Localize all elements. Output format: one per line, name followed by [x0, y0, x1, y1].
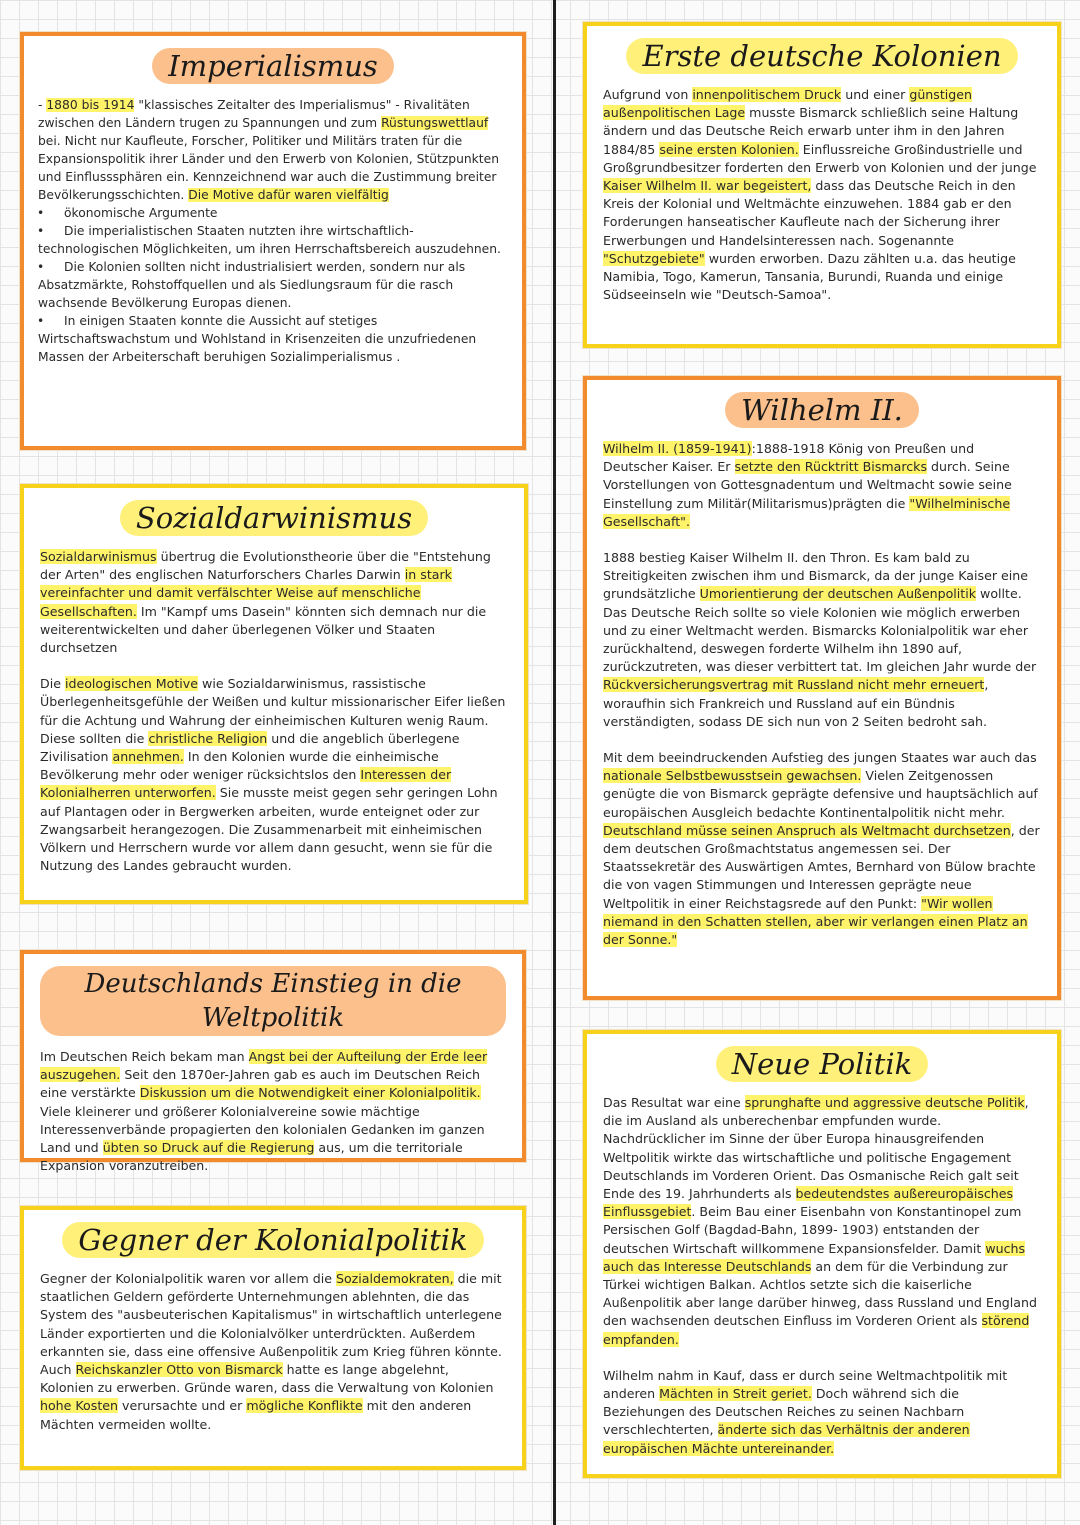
text-segment: Aufgrund von	[603, 87, 693, 102]
card-sozialdarwinismus	[20, 484, 528, 904]
text-segment: Seit den 1870er-Jahren gab es auch im Deutschen Reich eine verstärkte	[40, 1067, 480, 1101]
text-segment: Sie musste meist gegen sehr geringen Lohn auf Plantagen oder in Bergwerken arbeiten, wurde enteignet oder zur Zwangsarbeit herangezogen. Die Zusammenarbeit mit einheimischen Völkern und Herrschern wurde vor allem dann gesucht, wenn sie für die Nutzung des Landes gebraucht wurden.	[40, 785, 498, 874]
highlighted-text: Rüstungswettlauf	[381, 116, 489, 130]
card-title: Gegner der Kolonialpolitik	[62, 1222, 483, 1258]
text-segment: bei. Nicht nur Kaufleute, Forscher, Politiker und Militärs traten für die Expansionspolitik ihrer Länder und den Erwerb von Kolonien, Stützpunkten und Einflusssphären ein. Kennzeichnend war auch die Zustimmung breiter Bevölkerungsschichten.	[38, 134, 499, 202]
text-segment: mit den anderen Mächten vermeiden wollte.	[40, 1398, 472, 1432]
card-body	[603, 440, 1041, 949]
text-segment: Die	[40, 676, 65, 692]
paragraph	[603, 86, 1041, 304]
card-body	[40, 548, 508, 875]
text-segment: Viele kleinerer und größerer Kolonialvereine sowie mächtige Interessenverbände propagierten den kolonialen Gedanken im ganzen Land und	[40, 1103, 485, 1156]
text-segment: "klassisches Zeitalter des Imperialismus" - Rivalitäten zwischen den Ländern trugen zu Spannungen und zum	[38, 98, 470, 130]
paragraph	[40, 548, 508, 657]
card-wilhelm	[583, 376, 1061, 1000]
highlighted-text: Diskussion um die Notwendigkeit einer Kolonialpolitik.	[139, 1085, 481, 1101]
highlighted-text: "Wir wollen niemand in den Schatten stellen, aber wir verlangen einen Platz an der Sonne."	[603, 895, 1028, 948]
highlighted-text: übten so Druck auf die Regierung	[102, 1140, 315, 1156]
highlighted-text: Rückversicherungsvertrag mit Russland nicht mehr erneuert	[603, 677, 985, 693]
card-title: Deutschlands Einstieg in die Weltpolitik	[40, 966, 506, 1036]
highlighted-text: wuchs auch das Interesse Deutschlands	[603, 1240, 1026, 1274]
highlighted-text: Kaiser Wilhelm II. war begeistert,	[603, 178, 812, 194]
card-body	[603, 1094, 1041, 1458]
text-segment: Wilhelm nahm in Kauf, dass er durch seine Weltmachtpolitik mit anderen	[603, 1367, 1008, 1402]
text-segment: die mit staatlichen Geldern geförderte Unternehmungen ablehnten, die das System des "ausbeuterischen Kapitalismus" in wirtschaftlich unterlegene Länder exportierten und die Kolonialvölker unterdrückten. Außerdem erkannten sie, dass eine offensive Außenpolitik zum Krieg führen könnte. Auch	[40, 1271, 502, 1378]
highlighted-text: sprunghafte und aggressive deutsche Politik	[744, 1095, 1025, 1110]
text-segment: , woraufhin sich Frankreich und Russland auf ein Bündnis verständigten, sodass DE sich nun von 2 Seiten bedroht sah.	[603, 677, 989, 729]
highlighted-text: Sozialdemokraten,	[335, 1271, 454, 1286]
card-title: Wilhelm II.	[725, 392, 919, 428]
paragraph	[603, 749, 1041, 949]
text-segment: Vielen Zeitgenossen genügte die von Bismarck geprägte defensive und hauptsächlich auf europäischen Ausgleich bedachte Kontinentalpolitik nicht mehr.	[603, 768, 1038, 820]
highlighted-text: "Schutzgebiete"	[603, 250, 705, 266]
list-item: • In einigen Staaten konnte die Aussicht auf stetiges Wirtschaftswachstum und Wohlstand in Krisenzeiten die unzufriedenen Massen der Arbeiterschaft beruhigen Sozialimperialismus .	[38, 312, 508, 366]
highlighted-text: 1880 bis 1914	[46, 98, 135, 112]
column-divider	[553, 0, 556, 1525]
text-segment: Einflussreiche Großindustrielle und Großgrundbesitzer forderten den Erwerb von Kolonien und der junge	[603, 141, 1037, 175]
card-body	[40, 1048, 506, 1175]
text-segment: aus, um die territoriale Expansion voranzutreiben.	[40, 1140, 463, 1174]
paragraph	[40, 1270, 506, 1434]
highlighted-text: ideologischen Motive	[64, 676, 199, 692]
highlighted-text: Reichskanzler Otto von Bismarck	[75, 1362, 283, 1378]
text-segment: verursachte und er	[118, 1398, 247, 1414]
paragraph	[603, 1094, 1041, 1349]
text-segment: musste Bismarck schließlich seine Haltung ändern und das Deutsche Reich erwarb unter ihm in den Jahren 1884/85	[603, 105, 1019, 157]
card-einstieg	[20, 950, 526, 1174]
text-segment: In den Kolonien wurde die einheimische Bevölkerung mehr oder weniger rücksichtslos den	[40, 749, 439, 783]
paragraph	[40, 675, 508, 875]
highlighted-text: Mächten in Streit geriet.	[659, 1386, 812, 1402]
highlighted-text: Sozialdarwinismus	[40, 549, 157, 564]
highlighted-text: setzte den Rücktritt Bismarcks	[734, 459, 928, 475]
highlighted-text: annehmen.	[112, 749, 184, 765]
text-segment: und die angeblich überlegene Zivilisation	[40, 730, 460, 765]
card-title: Neue Politik	[716, 1046, 928, 1082]
highlighted-text: Umorientierung der deutschen Außenpolitik	[699, 586, 977, 602]
highlighted-text: mögliche Konflikte	[246, 1398, 363, 1414]
text-segment: Im Deutschen Reich bekam man	[40, 1049, 249, 1064]
card-title: Erste deutsche Kolonien	[626, 38, 1017, 74]
text-segment: Im "Kampf ums Dasein" könnten sich demnach nur die weiterentwickelten und daher überlegenen Völker und Staaten durchsetzen	[40, 603, 487, 656]
motive-list	[38, 204, 508, 366]
text-segment: Gegner der Kolonialpolitik waren vor allem die	[40, 1271, 336, 1286]
card-body	[40, 1270, 506, 1434]
text-segment: -	[38, 98, 47, 112]
text-segment: . Beim Bau einer Eisenbahn von Konstantinopel zum Persischen Golf (Bagdad-Bahn, 1899- 1903) entstanden der deutschen Wirtschaft willkommene Expansionsfelder. Damit	[603, 1204, 1022, 1256]
highlighted-text: innenpolitischem Druck	[692, 87, 842, 102]
highlighted-text: Angst bei der Aufteilung der Erde leer auszugehen.	[40, 1049, 488, 1083]
list-item: • Die Kolonien sollten nicht industrialisiert werden, sondern nur als Absatzmärkte, Rohstoffquellen und als Siedlungsraum für die rasch wachsende Bevölkerung Europas dienen.	[38, 258, 508, 312]
card-title: Imperialismus	[152, 48, 394, 84]
highlighted-text: Die Motive dafür waren vielfältig	[188, 188, 389, 202]
card-erste-kolonien	[583, 22, 1061, 348]
text-segment: an dem für die Verbindung zur Türkei wichtigen Balkan. Achtlos setzte sich die kaiserliche Außenpolitik aber lange darüber hinweg, dass Russland und England den wachsenden deutschen Einfluss im Vorderen Orient als	[603, 1258, 1037, 1329]
text-segment: hatte es lange abgelehnt, Kolonien zu erwerben. Gründe waren, dass die Verwaltung von Kolonien	[40, 1362, 494, 1396]
highlighted-text: Wilhelm II. (1859-1941)	[603, 441, 752, 456]
highlighted-text: christliche Religion	[148, 730, 268, 746]
text-segment: dass das Deutsche Reich in den Kreis der Kolonial und Weltmächte einzuwehen. 1884 gab er den Forderungen hanseatischer Kaufleute nach der Sicherung ihrer Erwerbungen und Handelsinteressen nach. Sogenannte	[603, 178, 1016, 248]
card-neue-politik	[583, 1030, 1061, 1478]
highlighted-text: änderte sich das Verhältnis der anderen europäischen Mächte untereinander.	[603, 1422, 970, 1456]
highlighted-text: günstigen außenpolitischen Lage	[603, 87, 973, 121]
highlighted-text: störend empfanden.	[603, 1313, 1030, 1347]
text-segment: wollte. Das Deutsche Reich sollte so viele Kolonien wie möglich erwerben und zu einer Weltmacht werden. Bismarcks Kolonialpolitik war eher zurückhaltend, deswegen forderte Wilhelm ihn 1890 auf, zurückzutreten, was dieser verbittert tat. Im gleichen Jahr wurde der	[603, 586, 1037, 675]
card-body	[603, 86, 1041, 304]
text-segment: durch. Seine Vorstellungen von Gottesgnadentum und Weltmacht sowie seine Einstellung zum Militär(Militarismus)prägten die	[603, 459, 1012, 511]
list-item: • ökonomische Argumente	[38, 204, 508, 222]
paragraph	[40, 1048, 506, 1175]
card-body	[38, 96, 508, 366]
card-gegner	[20, 1206, 526, 1470]
text-segment: übertrug die Evolutionstheorie über die "Entstehung der Arten" des englischen Naturforschers Charles Darwin	[40, 549, 491, 583]
text-segment: :1888-1918 König von Preußen und Deutscher Kaiser. Er	[603, 441, 975, 475]
text-segment: und einer	[841, 87, 910, 102]
text-segment: 1888 bestieg Kaiser Wilhelm II. den Thron. Es kam bald zu Streitigkeiten zwischen ihm und Bismarck, da der junge Kaiser eine grundsätzliche	[603, 550, 1028, 602]
highlighted-text: "Wilhelminische Gesellschaft".	[603, 495, 1011, 529]
paragraph	[603, 1367, 1041, 1458]
text-segment: Doch während sich die Beziehungen des Deutschen Reiches zu seinen Nachbarn verschlechterten,	[603, 1386, 965, 1438]
card-title: Sozialdarwinismus	[120, 500, 428, 536]
text-segment: wie Sozialdarwinismus, rassistische Überlegenheitsgefühle der Weißen und kultur missionarischer Eifer ließen für die Achtung und Wahrung der einheimischen Kulturen wenig Raum. Diese sollten die	[40, 676, 506, 746]
text-segment: wurden erworben. Dazu zählten u.a. das heutige Namibia, Togo, Kamerun, Tansania, Burundi, Ruanda und einige Südseeinseln wie "Deutsch-Samoa".	[603, 250, 1016, 303]
highlighted-text: in stark vereinfachter und damit verfälschter Weise auf menschliche Gesellschaften.	[40, 567, 452, 619]
text-segment: , die im Ausland als unberechenbar empfunden wurde. Nachdrücklicher im Sinne der über Europa hinausgreifenden Weltpolitik wirkte das wirtschaftliche und politische Engagement Deutschlands im Vorderen Orient. Das Osmanische Reich galt seit Ende des 19. Jahrhunderts als	[603, 1095, 1029, 1202]
highlighted-text: Interessen der Kolonialherren unterworfen.	[40, 767, 452, 801]
highlighted-text: bedeutendstes außereuropäisches Einflussgebiet	[603, 1186, 1014, 1220]
card-imperialismus	[20, 32, 526, 450]
list-item: • Die imperialistischen Staaten nutzten ihre wirtschaftlich-technologischen Möglichkeiten, um ihren Herrschaftsbereich auszudehnen.	[38, 222, 508, 258]
intro-text	[38, 96, 508, 204]
highlighted-text: seine ersten Kolonien.	[659, 141, 799, 157]
paragraph	[603, 440, 1041, 531]
text-segment: Mit dem beeindruckenden Aufstieg des jungen Staates war auch das	[603, 750, 1037, 766]
highlighted-text: hohe Kosten	[40, 1398, 118, 1414]
highlighted-text: Deutschland müsse seinen Anspruch als Weltmacht durchsetzen	[603, 822, 1011, 838]
paragraph	[603, 549, 1041, 731]
text-segment: Das Resultat war eine	[603, 1095, 745, 1110]
highlighted-text: nationale Selbstbewusstsein gewachsen.	[603, 768, 862, 784]
text-segment: , der dem deutschen Großmachtstatus angemessen sei. Der Staatssekretär des Auswärtigen Amtes, Bernhard von Bülow brachte die von vagen Stimmungen und Interessen geprägte neue Weltpolitik in einer Reichstagsrede auf den Punkt:	[603, 822, 1040, 911]
